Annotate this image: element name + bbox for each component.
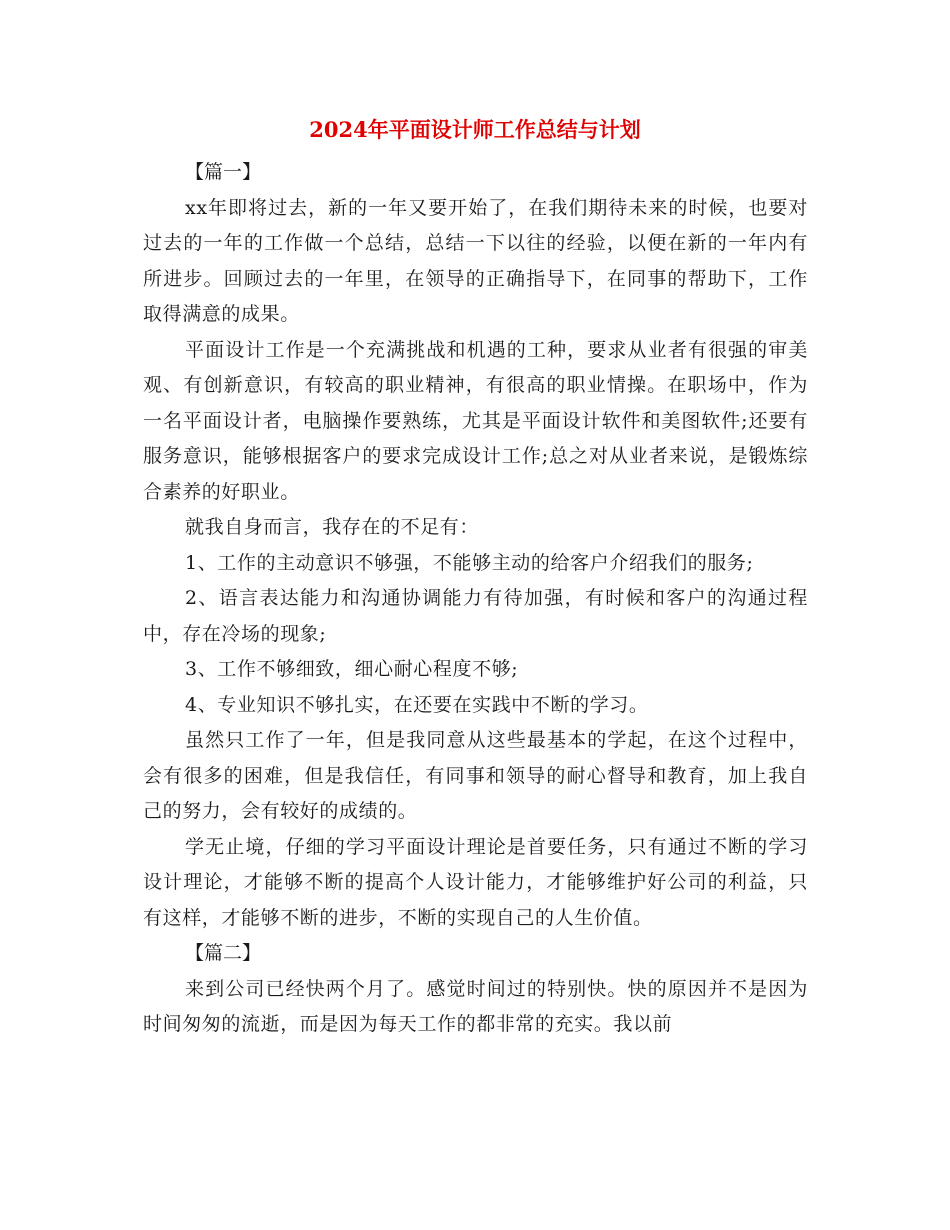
paragraph: 平面设计工作是一个充满挑战和机遇的工种，要求从业者有很强的审美观、有创新意识，有较高的职业精神，有很高的职业情操。在职场中，作为一名平面设计者，电脑操作要熟练，尤其是平面设计软件和美图软件;还要有服务意识，能够根据客户的要求完成设计工作;总之对从业者来说，是锻炼综合素养的好职业。 [143, 338, 808, 503]
paragraph: xx年即将过去，新的一年又要开始了，在我们期待未来的时候，也要对过去的一年的工作做一个总结，总结一下以往的经验，以便在新的一年内有所进步。回顾过去的一年里，在领导的正确指导下，在同事的帮助下，工作取得满意的成果。 [143, 196, 808, 325]
document-body [143, 155, 808, 1043]
list-item: 2、语言表达能力和沟通协调能力有待加强，有时候和客户的沟通过程中，存在冷场的现象; [143, 587, 808, 645]
paragraph: 就我自身而言，我存在的不足有： [185, 516, 480, 538]
section-heading-1: 【篇一】 [185, 161, 262, 183]
document-title: 2024年平面设计师工作总结与计划 [309, 117, 641, 142]
list-item: 1、工作的主动意识不够强，不能够主动的给客户介绍我们的服务; [185, 551, 754, 574]
paragraph: 学无止境，仔细的学习平面设计理论是首要任务，只有通过不断的学习设计理论，才能够不断的提高个人设计能力，才能够维护好公司的利益，只有这样，才能够不断的进步，不断的实现自己的人生价值。 [143, 835, 808, 929]
list-item: 4、专业知识不够扎实，在还要在实践中不断的学习。 [185, 693, 649, 716]
paragraph: 虽然只工作了一年，但是我同意从这些最基本的学起，在这个过程中，会有很多的困难，但是我信任，有同事和领导的耐心督导和教育，加上我自己的努力，会有较好的成绩的。 [143, 729, 808, 822]
list-item: 3、工作不够细致，细心耐心程度不够; [185, 658, 519, 680]
section-heading-2: 【篇二】 [185, 942, 262, 964]
paragraph: 来到公司已经快两个月了。感觉时间过的特别快。快的原因并不是因为时间匆匆的流逝，而是因为每天工作的都非常的充实。我以前 [143, 977, 808, 1035]
